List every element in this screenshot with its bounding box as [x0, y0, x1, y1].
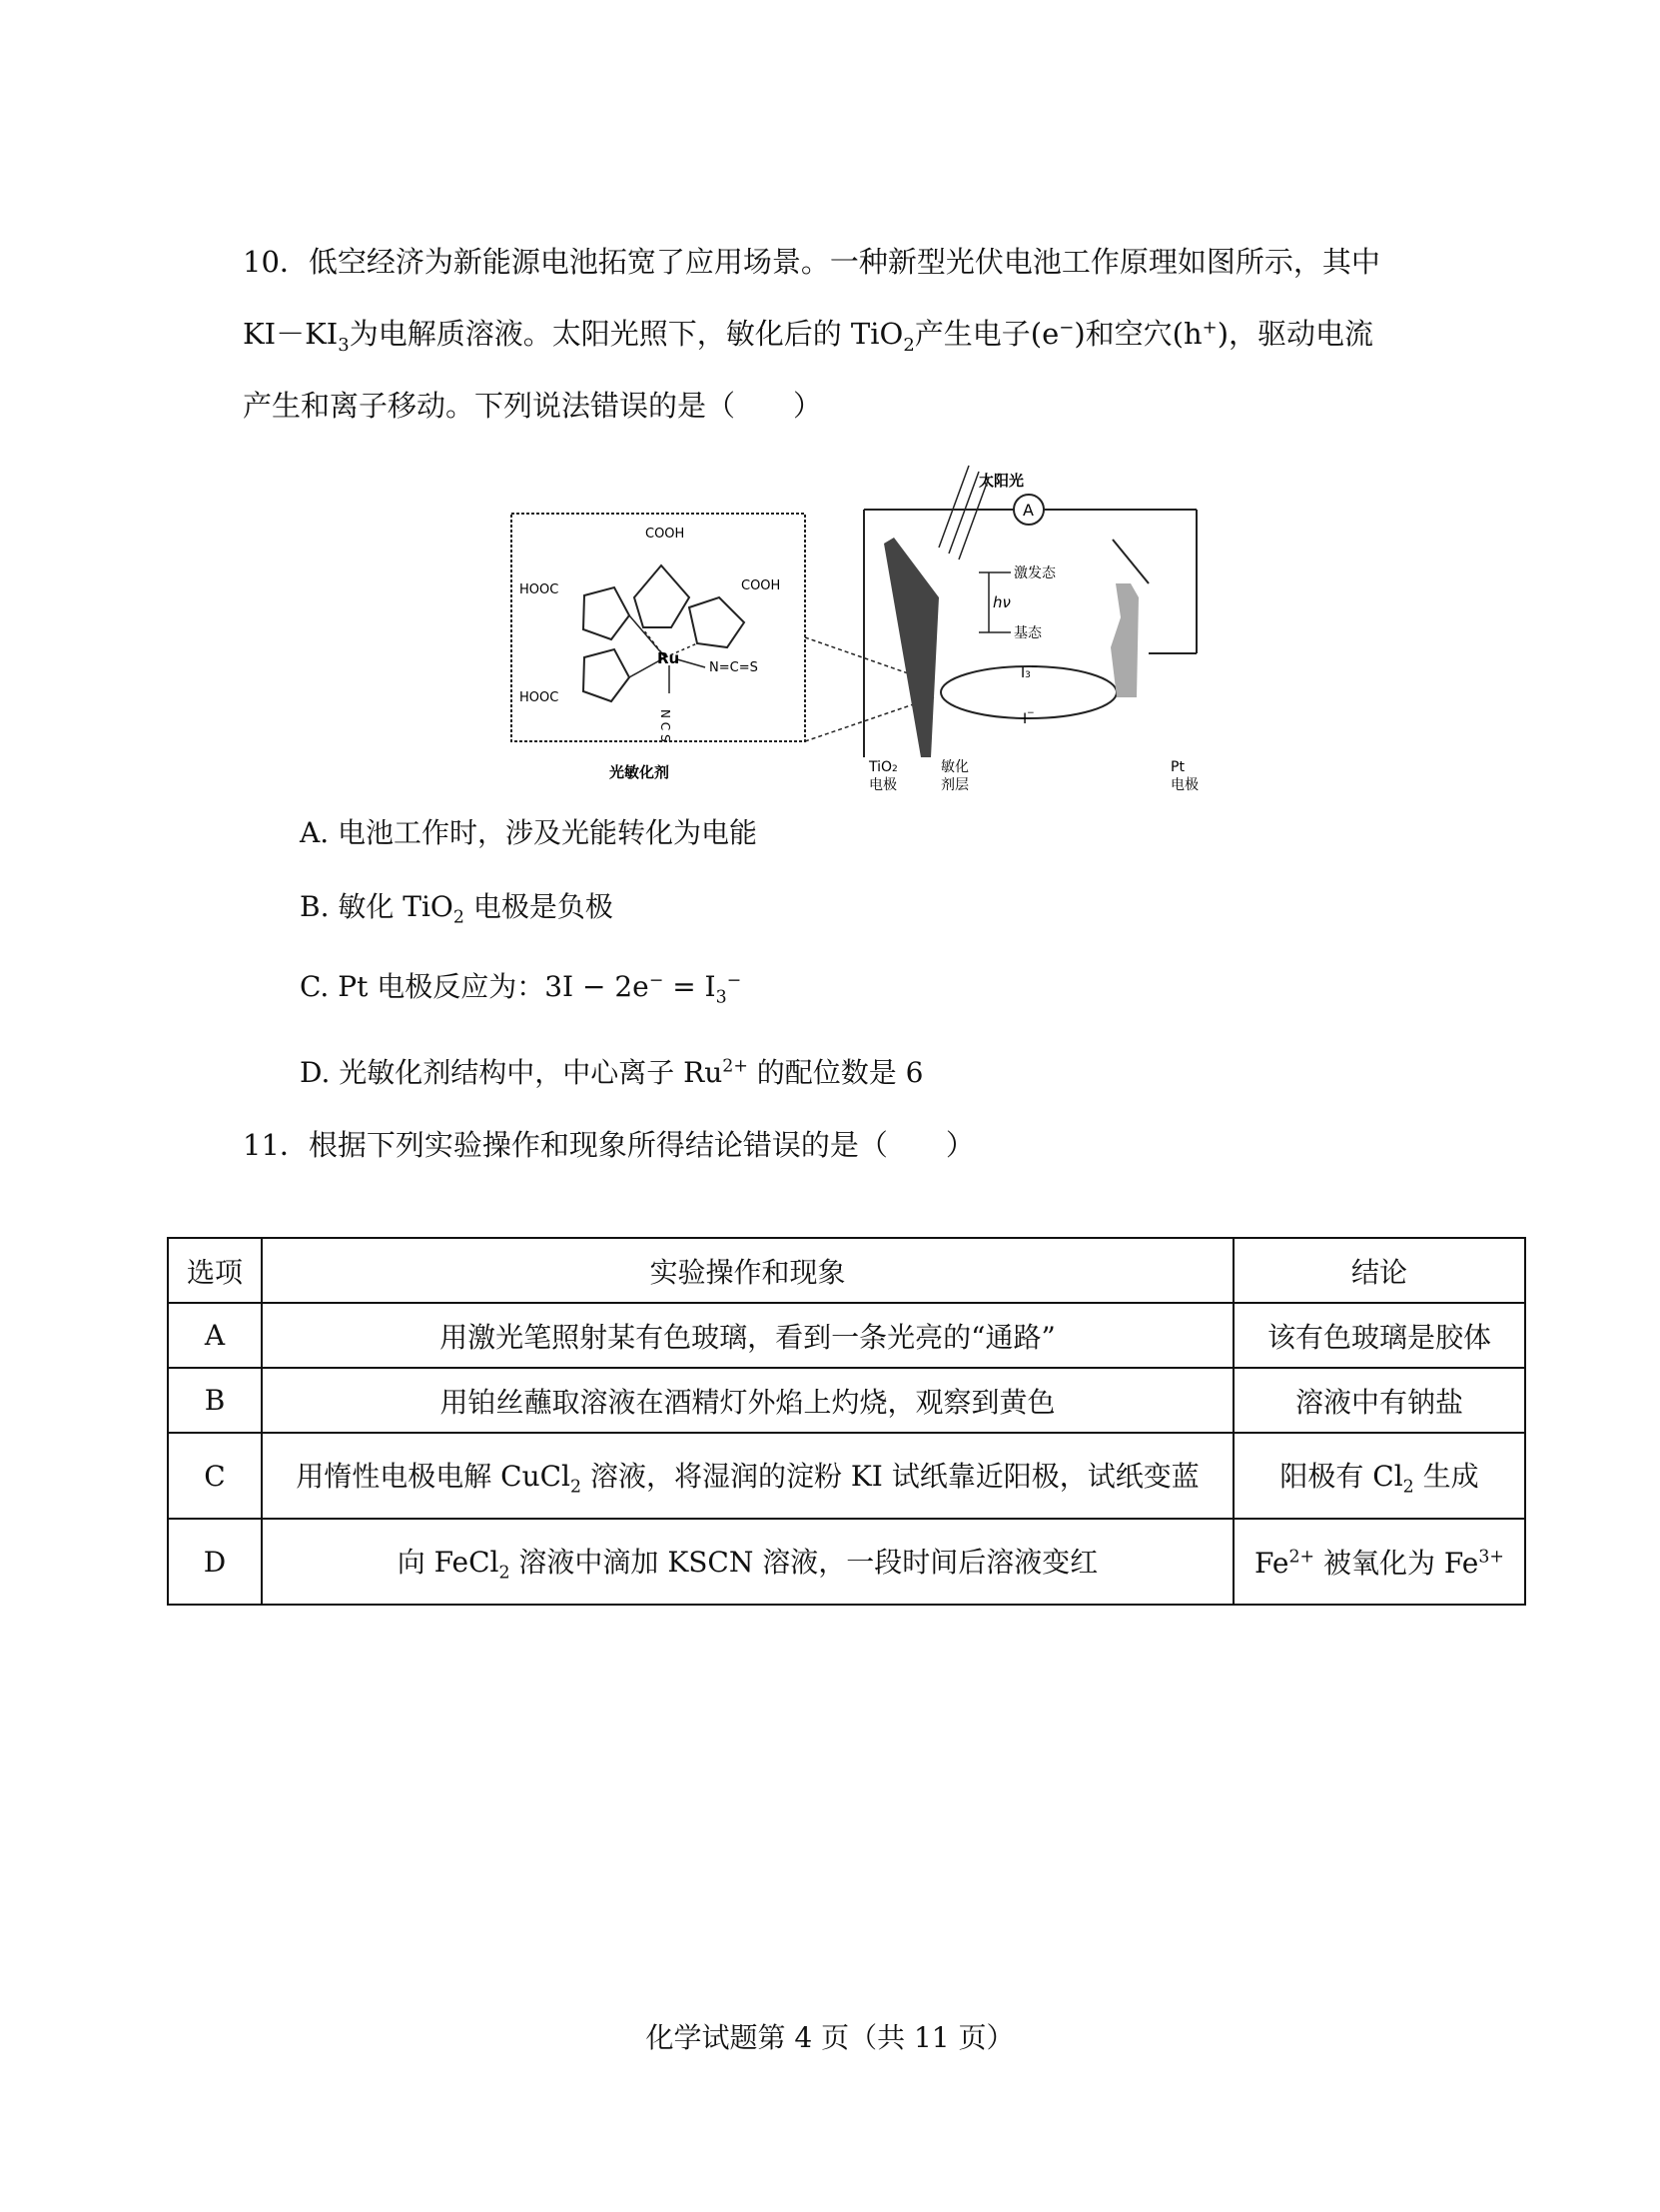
- t: 生成: [1413, 1459, 1479, 1493]
- ncs-right: N=C=S: [709, 660, 758, 675]
- t: B. 敏化 TiO: [300, 890, 453, 923]
- t: 3: [338, 334, 350, 356]
- hv-label: hν: [993, 593, 1011, 611]
- table-row: [168, 1519, 1525, 1605]
- cooh-top: COOH: [645, 527, 685, 542]
- ground-state-label: 基态: [1014, 625, 1042, 641]
- t: I: [1023, 711, 1028, 727]
- photovoltaic-cell-figure: [509, 458, 1199, 797]
- table-row: [168, 1433, 1525, 1519]
- cell: C: [168, 1433, 262, 1519]
- t: 3: [715, 987, 727, 1008]
- ammeter-label: A: [1023, 501, 1034, 520]
- header-conclusion: 结论: [1234, 1238, 1525, 1303]
- t: 2: [570, 1477, 582, 1498]
- t: −: [1059, 317, 1075, 339]
- excited-state-label: 激发态: [1014, 565, 1056, 581]
- tio2-label: [868, 759, 898, 775]
- t: −: [726, 970, 742, 991]
- experiment-table: [167, 1237, 1526, 1606]
- t: 阳极有 Cl: [1279, 1459, 1403, 1493]
- q10-stem-line-1: 10．低空经济为新能源电池拓宽了应用场景。一种新型光伏电池工作原理如图所示，其中: [243, 245, 1380, 279]
- pt-wire: [1113, 540, 1149, 583]
- t: 2+: [1288, 1547, 1315, 1568]
- t: +: [1202, 317, 1218, 339]
- t: 向 FeCl: [397, 1545, 499, 1579]
- t: 3: [1025, 670, 1031, 680]
- t: 2+: [722, 1056, 748, 1077]
- cell: [262, 1433, 1234, 1519]
- cell: 用激光笔照射某有色玻璃，看到一条光亮的“通路”: [262, 1303, 1234, 1368]
- t: −: [1030, 662, 1039, 672]
- t: D. 光敏化剂结构中，中心离子 Ru: [300, 1056, 723, 1089]
- pt-electrode: [1111, 583, 1139, 697]
- t: = I: [663, 970, 716, 1003]
- cell: 用铂丝蘸取溶液在酒精灯外焰上灼烧，观察到黄色: [262, 1368, 1234, 1433]
- sun-ray: [939, 466, 969, 548]
- t: 2: [892, 764, 898, 774]
- t: 溶液中滴加 KSCN 溶液，一段时间后溶液变红: [509, 1545, 1099, 1579]
- sun-ray: [949, 472, 979, 553]
- t: TiO: [869, 759, 893, 775]
- t: 2: [1402, 1477, 1414, 1498]
- i3-label: [1021, 662, 1038, 681]
- q10-stem-line-3: 产生和离子移动。下列说法错误的是（ ）: [243, 389, 823, 423]
- option-a: A. 电池工作时，涉及光能转化为电能: [300, 816, 758, 849]
- sens-layer-label-1: 敏化: [941, 759, 969, 775]
- cell: 该有色玻璃是胶体: [1234, 1303, 1525, 1368]
- t: 的配位数是 6: [747, 1056, 924, 1089]
- pt-label-1: Pt: [1171, 759, 1185, 775]
- t: KI－KI: [243, 317, 339, 351]
- cell: D: [168, 1519, 262, 1605]
- cell: 溶液中有钠盐: [1234, 1368, 1525, 1433]
- cell: [262, 1519, 1234, 1605]
- bond: [677, 659, 705, 667]
- t: (h: [1172, 317, 1203, 351]
- t: 被氧化为 Fe: [1314, 1547, 1479, 1580]
- hooc-lower: HOOC: [519, 690, 559, 705]
- t: 溶液，将湿润的淀粉 KI 试纸靠近阳极，试纸变蓝: [581, 1459, 1200, 1493]
- t: 3+: [1478, 1547, 1504, 1568]
- cell: A: [168, 1303, 262, 1368]
- t: 电极是负极: [463, 890, 613, 923]
- q11-stem: 11．根据下列实验操作和现象所得结论错误的是（ ）: [243, 1128, 975, 1162]
- i-label: [1023, 708, 1035, 727]
- t: 2: [452, 907, 464, 928]
- ring-left-2: [583, 649, 629, 701]
- sun-ray: [959, 478, 989, 559]
- table-row: [168, 1368, 1525, 1433]
- table-header-row: [168, 1238, 1525, 1303]
- table-row: [168, 1303, 1525, 1368]
- hooc-upper: HOOC: [519, 582, 559, 597]
- cell: [1234, 1519, 1525, 1605]
- t: (e: [1030, 317, 1060, 351]
- q10-stem-line-2: [243, 312, 1373, 356]
- t: 2: [903, 334, 915, 356]
- tio2-electrode: [884, 538, 939, 757]
- ring-left-1: [583, 587, 629, 639]
- cell: [1234, 1433, 1525, 1519]
- option-b: [300, 885, 613, 928]
- sunlight-label: 太阳光: [979, 472, 1025, 490]
- t: 为电解质溶液。太阳光照下，敏化后的 TiO: [349, 317, 904, 351]
- t: C. Pt 电极反应为：3I − 2e: [300, 970, 649, 1003]
- t: )，驱动电流: [1217, 317, 1374, 351]
- option-c: [300, 965, 741, 1008]
- header-operation: 实验操作和现象: [262, 1238, 1234, 1303]
- ru-label: Ru: [657, 649, 680, 667]
- t: Fe: [1254, 1547, 1289, 1580]
- t: 产生电子: [914, 317, 1031, 351]
- tio2-electrode-label: 电极: [869, 777, 897, 793]
- page-footer: 化学试题第 4 页（共 11 页）: [645, 2021, 1015, 2054]
- cell: B: [168, 1368, 262, 1433]
- ring-right: [689, 597, 744, 647]
- sens-layer-label-2: 剂层: [941, 777, 969, 793]
- sensitizer-label: 光敏化剂: [609, 763, 670, 781]
- ring-top: [634, 565, 689, 627]
- t: )和空穴: [1074, 317, 1173, 351]
- t: −: [1027, 708, 1035, 718]
- option-d: [300, 1051, 924, 1091]
- pt-label-2: 电极: [1171, 777, 1199, 793]
- t: I: [1021, 665, 1026, 681]
- header-option: 选项: [168, 1238, 262, 1303]
- ncs-down: N C S: [658, 709, 672, 742]
- t: 2: [498, 1563, 510, 1584]
- t: −: [648, 970, 664, 991]
- cooh-right: COOH: [741, 578, 781, 593]
- t: 用惰性电极电解 CuCl: [296, 1459, 570, 1493]
